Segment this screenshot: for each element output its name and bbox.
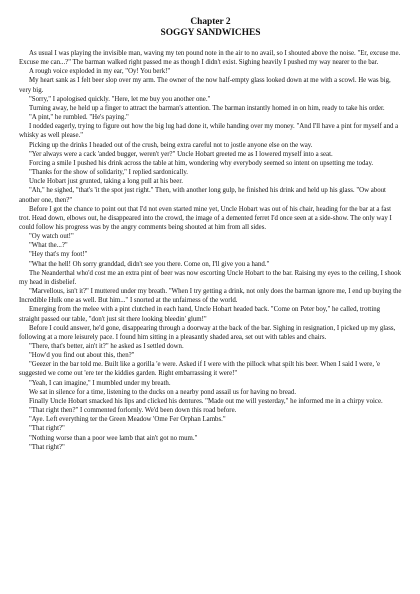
paragraph: Before I got the chance to point out that I'd not even started mine yet, Uncle Hobart was out of his chair, heading for the bar at a fast trot. Head down, elbows out, he disappeared into the crowd, the image of a demented ferret I'd once seen at a side-show. The only way I could follow his progress was by the angry comments being shouted at him from all sides. <box>19 205 392 231</box>
chapter-body <box>19 49 402 452</box>
paragraph: As usual I was playing the invisible man, waving my ten pound note in the air to no avail, so I shouted above the noise. "Er, excuse me. Excuse me can...?" The barman walked right passed me as though I didn't exist. Sighing heavily I pushed my way nearer to the bar. <box>19 50 401 67</box>
chapter-number: Chapter 2 <box>190 17 231 27</box>
paragraph: My heart sank as I felt beer slop over my arm. The owner of the now half-empty glass looked down at me with a scowl. He was big, very big. <box>19 77 391 94</box>
document-page <box>19 0 402 594</box>
paragraph: Forcing a smile I pushed his drink across the table at him, wondering why everybody seemed so intent on upsetting me today. <box>29 159 374 167</box>
paragraph: "Hey that's my foot!" <box>29 251 88 259</box>
paragraph: We sat in silence for a time, listening to the ducks on a nearby pond assail us for having no bread. <box>29 388 297 396</box>
paragraph: "There, that's better, ain't it?" he asked as I settled down. <box>29 343 184 350</box>
paragraph: Turning away, he held up a finger to attract the barman's attention. The barman instantly homed in on him, ready to take his order. <box>29 104 385 112</box>
paragraph: "What the hell! Oh sorry granddad, didn't see you there. Come on, I'll give you a hand." <box>29 260 270 268</box>
paragraph: "Oy watch out!" <box>29 233 74 241</box>
paragraph: "Aye. Left everything ter the Green Meadow 'Ome Fer Orphan Lambs." <box>29 416 226 424</box>
paragraph: "Nothing worse than a poor wee lamb that ain't got no mum." <box>29 434 198 442</box>
paragraph: "Marvellous, isn't it?" I muttered under my breath. "When I try getting a drink, not only does the barman ignore me, I end up buying the Incredible Hulk one as well. But him..." I snorted at the unfairness of the world. <box>19 288 402 305</box>
paragraph: "A pint," he rumbled. "He's paying." <box>29 114 129 122</box>
paragraph: "Yeah, I can imagine," I mumbled under my breath. <box>29 379 171 387</box>
paragraph: A rough voice exploded in my ear, "Oy! You berk!" <box>29 68 171 76</box>
paragraph: "Sorry," I apologised quickly. "Here, let me buy you another one." <box>29 95 211 103</box>
paragraph: The Neanderthal who'd cost me an extra pint of beer was now escorting Uncle Hobart to the bar. Raising my eyes to the ceiling, I shook my head in disbelief. <box>19 269 402 286</box>
paragraph: "That right?" <box>29 425 65 433</box>
paragraph: Emerging from the melee with a pint clutched in each hand, Uncle Hobart headed back. "Come on Peter boy," he called, trotting straight passed our table, "don't just sit there looking bleedin' glum!" <box>19 306 381 323</box>
paragraph: "Yer always were a cack 'anded bugger, weren't yer?" Uncle Hobart greeted me as I lowered myself into a seat. <box>29 150 333 158</box>
paragraph: "Geezer in the bar told me. Built like a gorilla 'e were. Asked if I were with the pillock what spilt his beer. When I said I were, 'e suggested we come out 'ere ter the kiddies garden. Right embarrassing it were!" <box>19 361 381 378</box>
paragraph: "Ah," he sighed, "that's 'it the spot just right." Then, with another long gulp, he finished his drink and held up his glass. "Ow about another one, then?" <box>19 187 386 204</box>
chapter-heading <box>19 17 402 39</box>
paragraph: Before I could answer, he'd gone, disappearing through a doorway at the back of the bar. Sighing in resignation, I picked up my glass, following at a more leisurely pace. I found him sitting in a pleasantly shaded area, set out with tables and chairs. <box>19 324 396 341</box>
paragraph: Finally Uncle Hobart smacked his lips and clicked his dentures. "Made out me will yesterday," he informed me in a chirpy voice. <box>29 397 383 405</box>
paragraph: "What the...?" <box>29 242 68 250</box>
paragraph: "That right then?" I commented forlornly. We'd been down this road before. <box>29 407 237 415</box>
paragraph: "Thanks for the show of solidarity," I replied sardonically. <box>29 169 189 177</box>
paragraph: "How'd you find out about this, then?" <box>29 352 135 360</box>
paragraph: Uncle Hobart just grunted, taking a long pull at his beer. <box>29 178 183 186</box>
chapter-title: SOGGY SANDWICHES <box>160 28 261 38</box>
paragraph: Picking up the drinks I headed out of the crush, being extra careful not to jostle anyone else on the way. <box>29 141 313 149</box>
paragraph: I nodded eagerly, trying to figure out how the big lug had done it, while handing over my money. "And I'll have a pint for myself and a whisky as well please." <box>19 123 399 140</box>
paragraph: "That right?" <box>29 443 65 451</box>
